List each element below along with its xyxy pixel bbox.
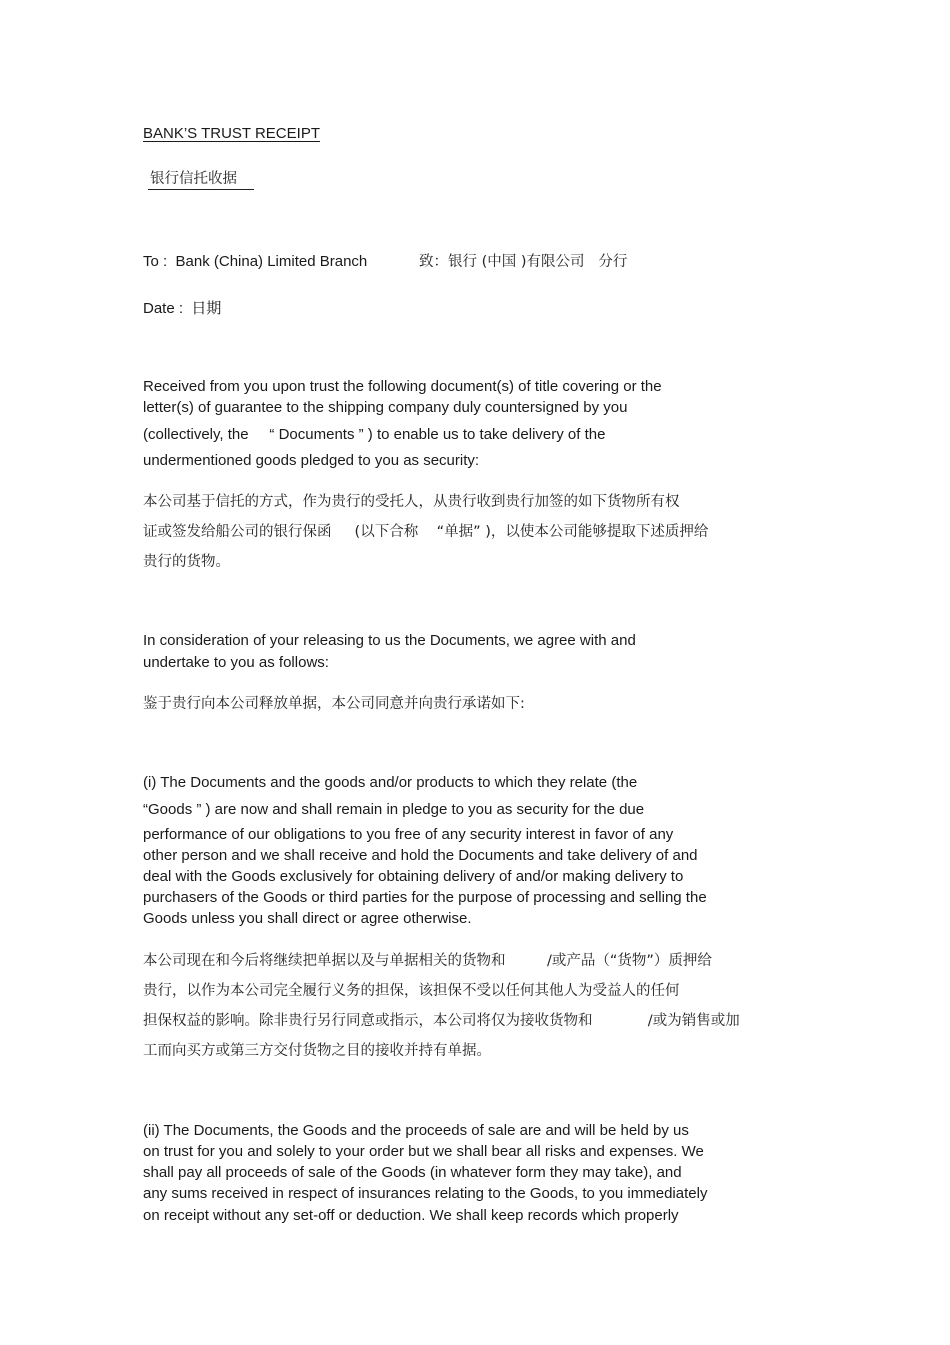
para1-en-line: undermentioned goods pledged to you as security: — [143, 452, 480, 469]
para3-en-line: other person and we shall receive and hold the Documents and take delivery of and — [143, 847, 698, 864]
para1-cn-line: 本公司基于信托的方式，作为贵行的受托人，从贵行收到贵行加签的如下货物所有权 — [143, 494, 680, 510]
para1-en-line: Received from you upon trust the following document(s) of title covering or the — [143, 378, 662, 395]
to-line-en: To : Bank (China) Limited Branch — [143, 253, 368, 270]
para3-en-line: performance of our obligations to you free of any security interest in favor of any — [143, 826, 674, 843]
para3-en-line: deal with the Goods exclusively for obtaining delivery of and/or making delivery to — [143, 868, 684, 885]
para3-en-line: “Goods ” ) are now and shall remain in pledge to you as security for the due — [143, 801, 645, 818]
title-cn: 银行信托收据 — [150, 171, 237, 187]
title-cn-underline — [148, 189, 254, 190]
title-en: BANK’S TRUST RECEIPT — [143, 125, 320, 142]
para1-en-line: letter(s) of guarantee to the shipping company duly countersigned by you — [143, 399, 628, 416]
para4-en-line: on receipt without any set-off or deduction. We shall keep records which properly — [143, 1207, 679, 1224]
para3-cn-line: 贵行，以作为本公司完全履行义务的担保，该担保不受以任何其他人为受益人的任何 — [143, 983, 680, 999]
para3-en-line: purchasers of the Goods or third parties for the purpose of processing and selling the — [143, 889, 707, 906]
to-line-cn: 致：银行 (中国 )有限公司 分行 — [419, 254, 628, 270]
para1-cn-line: 证或签发给船公司的银行保函 (以下合称 “单据” )，以使本公司能够提取下述质押给 — [143, 524, 709, 540]
date-line: Date : 日期 — [143, 300, 222, 317]
para1-en-line: (collectively, the “ Documents ” ) to enable us to take delivery of the — [143, 426, 606, 443]
para4-en-line: (ii) The Documents, the Goods and the proceeds of sale are and will be held by us — [143, 1122, 689, 1139]
para2-en-line: In consideration of your releasing to us the Documents, we agree with and — [143, 632, 636, 649]
para3-cn-line: 担保权益的影响。除非贵行另行同意或指示，本公司将仅为接收货物和 /或为销售或加 — [143, 1013, 740, 1029]
para4-en-line: on trust for you and solely to your order but we shall bear all risks and expenses. We — [143, 1143, 704, 1160]
para1-cn-line: 贵行的货物。 — [143, 554, 230, 570]
para4-en-line: shall pay all proceeds of sale of the Goods (in whatever form they may take), and — [143, 1164, 682, 1181]
para2-cn-line: 鉴于贵行向本公司释放单据，本公司同意并向贵行承诺如下: — [143, 696, 525, 712]
para4-en-line: any sums received in respect of insurances relating to the Goods, to you immediately — [143, 1185, 708, 1202]
para3-en-line: Goods unless you shall direct or agree otherwise. — [143, 910, 472, 927]
para3-en-line: (i) The Documents and the goods and/or products to which they relate (the — [143, 774, 638, 791]
para3-cn-line: 工而向买方或第三方交付货物之目的接收并持有单据。 — [143, 1043, 491, 1059]
para2-en-line: undertake to you as follows: — [143, 654, 329, 671]
para3-cn-line: 本公司现在和今后将继续把单据以及与单据相关的货物和 /或产品（“货物”）质押给 — [143, 953, 712, 969]
